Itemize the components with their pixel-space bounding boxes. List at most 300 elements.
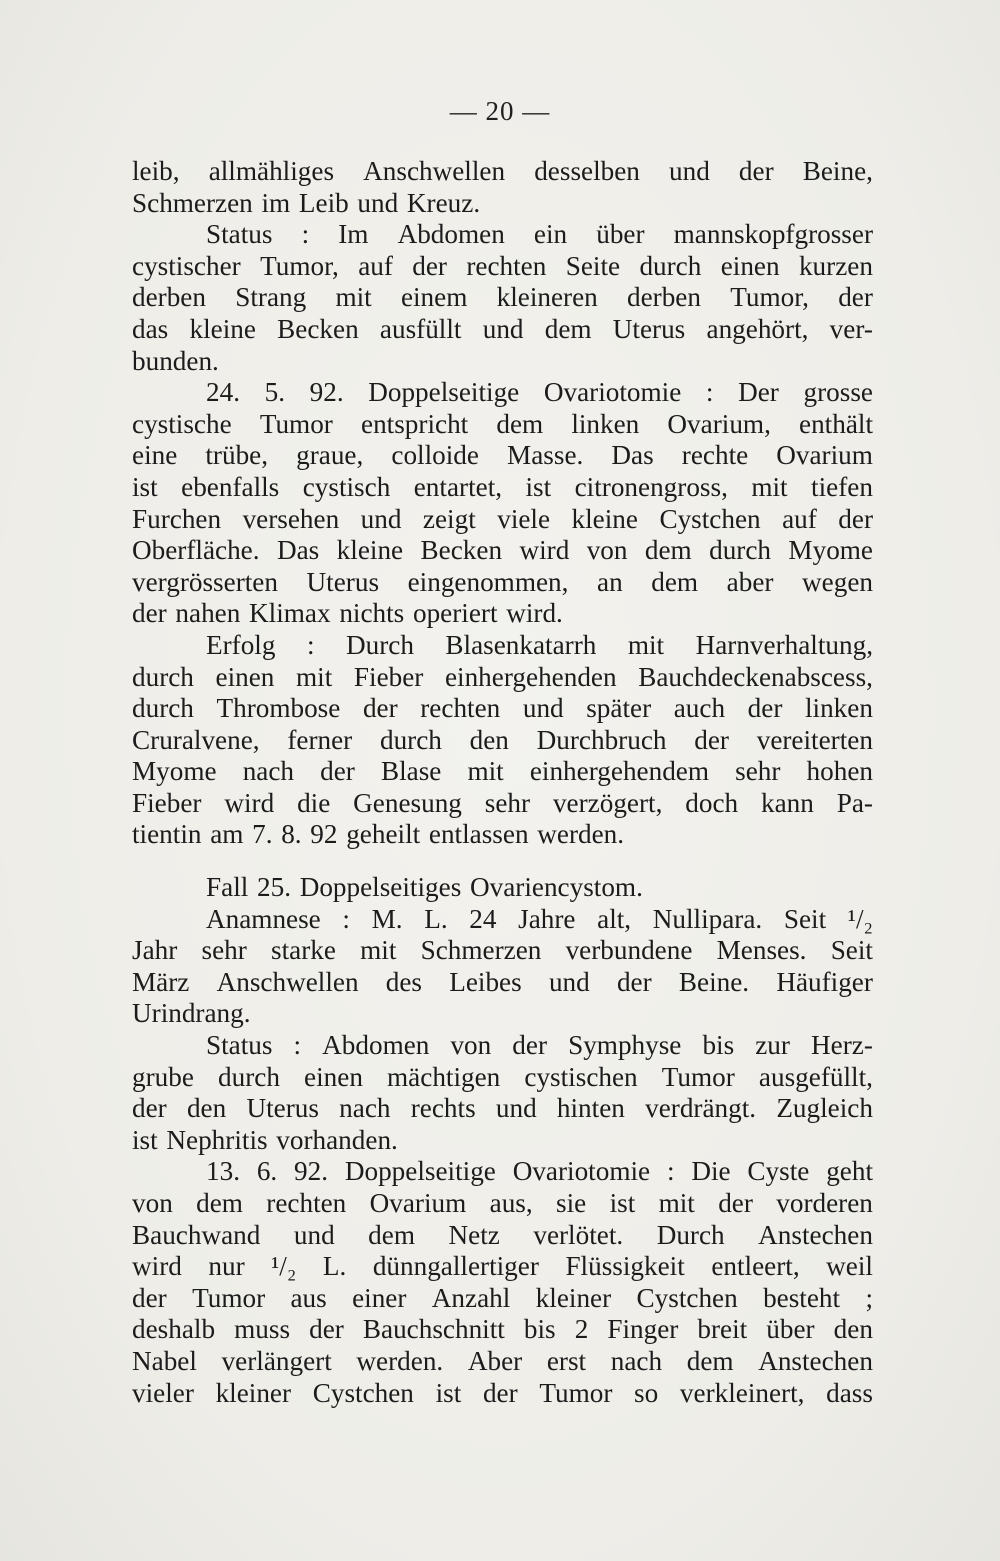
word: Furchen [132, 503, 222, 534]
word: Menses. [716, 935, 807, 966]
word: auf [782, 503, 817, 534]
word: über [766, 1314, 815, 1345]
word: der [309, 1314, 344, 1345]
word: ist [435, 1377, 462, 1408]
word: Cystchen [636, 1282, 738, 1313]
word: deshalb [132, 1314, 216, 1345]
word: angehört, [706, 313, 809, 344]
word: entlassen [428, 819, 529, 850]
word: ver- [829, 313, 873, 344]
text-line [132, 440, 873, 472]
word: grosse [803, 377, 873, 408]
word: Doppelseitiges [299, 872, 462, 903]
word: einhergehenden [444, 661, 617, 692]
word: L. [424, 903, 448, 934]
word: kleiner [215, 1377, 292, 1408]
word: ist [132, 471, 158, 502]
word: Fall [206, 872, 249, 903]
word: Netz [448, 1219, 500, 1250]
text-line [132, 1283, 873, 1315]
word: auch [673, 693, 726, 724]
word: mit [360, 935, 397, 966]
text-line [132, 598, 873, 630]
text-line [132, 1030, 873, 1062]
word: citronengross, [574, 471, 728, 502]
word: der [132, 1093, 167, 1124]
word: dem [686, 1345, 734, 1376]
word: ; [865, 1282, 873, 1313]
text-line [132, 472, 873, 504]
word: der [412, 250, 447, 281]
text-line [132, 409, 873, 441]
word: graue, [296, 440, 364, 471]
text-line [132, 1156, 873, 1188]
text-line [132, 630, 873, 662]
word: von [132, 1188, 173, 1218]
word: so [634, 1377, 659, 1408]
word: Im [338, 219, 369, 250]
word: cystischen [524, 1061, 638, 1092]
word: das [132, 313, 169, 344]
word: werden. [356, 1345, 444, 1376]
word: geheilt [346, 819, 421, 850]
word: Anzahl [431, 1282, 511, 1313]
word: durch [132, 661, 194, 692]
word: wird [224, 787, 275, 818]
word: bis [523, 1314, 556, 1345]
text-line [132, 819, 873, 851]
word: der [132, 1282, 167, 1313]
word: ¹/₂ [271, 1251, 297, 1282]
word: linken [804, 693, 873, 724]
word: geht [826, 1156, 873, 1187]
word: rechten [266, 1188, 347, 1218]
word: Seit [783, 903, 827, 934]
word: Abdomen [322, 1030, 430, 1061]
word: Strang [235, 282, 307, 313]
word: mit [296, 661, 333, 692]
word: entspricht [361, 408, 469, 439]
word: Leibes [449, 966, 522, 997]
word: Anamnese [206, 903, 321, 934]
word: auf [358, 250, 393, 281]
word: Nabel [132, 1345, 197, 1376]
word: Bauchwand [132, 1219, 261, 1250]
word: kleine [336, 535, 404, 566]
word: der [616, 966, 652, 997]
text-line [132, 904, 873, 936]
word: kleiner [535, 1282, 612, 1313]
word: der [718, 1188, 753, 1218]
word: aber [726, 566, 774, 597]
word: Fieber [132, 787, 202, 818]
text-line [132, 1220, 873, 1252]
word: Anschwellen [216, 966, 359, 997]
word: der [747, 693, 783, 724]
word: dem [196, 1188, 243, 1218]
word: Nullipara. [652, 903, 763, 934]
word: Myome [132, 756, 217, 787]
word: wird. [506, 598, 563, 629]
word: nur [208, 1251, 245, 1282]
word: Seite [565, 250, 621, 281]
word: derben [132, 282, 206, 313]
word: Tumor [539, 1377, 613, 1408]
text-line [132, 282, 873, 314]
word: ausfüllt [379, 313, 462, 344]
word: L. [322, 1251, 347, 1282]
text-line [132, 251, 873, 283]
word: 5. [264, 377, 285, 408]
word: Uterus [246, 1093, 319, 1124]
word: Finger [607, 1314, 679, 1345]
text-line [132, 662, 873, 694]
word: einem [400, 282, 468, 313]
word: die [297, 787, 331, 818]
word: 25. [257, 872, 291, 903]
word: breit [697, 1314, 748, 1345]
word: Anstechen [758, 1345, 873, 1376]
word: an [597, 566, 623, 597]
text-line [132, 693, 873, 725]
word: des [385, 966, 423, 997]
word: Becken [277, 313, 359, 344]
word: Tumor [661, 1061, 735, 1092]
word: nach [242, 756, 295, 787]
word: vereiterten [756, 724, 873, 755]
word: Cystchen [312, 1377, 414, 1408]
text-line [132, 1346, 873, 1378]
word: grube [132, 1061, 194, 1092]
word: sehr [735, 756, 781, 787]
word: im [261, 187, 291, 218]
word: operiert [412, 598, 498, 629]
text-line [132, 535, 873, 567]
text-line [132, 1378, 873, 1410]
word: von [586, 535, 628, 566]
word: : [293, 1030, 302, 1061]
word: doch [685, 787, 739, 818]
word: und [522, 693, 564, 724]
text-line [132, 788, 873, 820]
word: trübe, [205, 440, 269, 471]
text-line [132, 1093, 873, 1125]
word: vorhanden. [276, 1124, 398, 1155]
word: mit [658, 1188, 695, 1218]
page-number: — 20 — [449, 96, 551, 126]
word: ferner [287, 724, 353, 755]
word: Pa- [836, 787, 873, 818]
word: Aber [467, 1345, 523, 1376]
word: Doppelseitige [344, 1156, 496, 1187]
word: 2 [574, 1314, 589, 1345]
word: Cyste [747, 1156, 810, 1187]
word: tientin [132, 819, 202, 850]
word: tiefen [811, 471, 873, 502]
word: 92 [310, 819, 338, 850]
word: Cruralvene, [132, 724, 260, 755]
word: kleineren [496, 282, 598, 313]
word: allmähliges [208, 156, 335, 186]
word: aus [290, 1282, 327, 1313]
word: der [132, 598, 167, 629]
word: Das [611, 440, 654, 471]
text-line [132, 567, 873, 599]
text-line [132, 346, 873, 378]
word: einen [720, 250, 780, 281]
word: rechte [681, 440, 749, 471]
word: der [738, 156, 774, 186]
word: der [838, 282, 873, 313]
word: der [482, 1377, 518, 1408]
word: zur [755, 1030, 790, 1061]
word: aus, [489, 1188, 533, 1218]
word: sie [556, 1188, 587, 1218]
word: bunden. [132, 345, 219, 376]
word: Urindrang. [132, 998, 251, 1029]
word: Leib [298, 187, 349, 218]
word: durch [379, 724, 442, 755]
word: : [342, 903, 350, 934]
word: 13. [206, 1156, 240, 1187]
word: nichts [339, 598, 405, 629]
word: 92. [309, 377, 344, 408]
word: verbundene [565, 935, 693, 966]
word: der [320, 756, 355, 787]
word: und [360, 503, 402, 534]
word: Blase [380, 756, 442, 787]
word: Status [206, 219, 273, 250]
word: durch [709, 535, 772, 566]
word: Der [738, 377, 779, 408]
body-text [132, 156, 873, 1409]
word: : [705, 377, 714, 408]
word: ist [525, 471, 552, 502]
word: dem [544, 313, 592, 344]
word: durch [639, 250, 702, 281]
word: wegen [802, 566, 873, 597]
word: Uterus [306, 566, 380, 597]
word: Doppelseitige [368, 377, 520, 408]
word: Anstechen [758, 1219, 873, 1250]
word: verkleinert, [679, 1377, 805, 1408]
word: Nephritis [166, 1124, 268, 1155]
word: cystischer [132, 250, 241, 281]
word: verdrängt. [645, 1093, 757, 1124]
word: Seit [830, 935, 873, 966]
text-line [132, 725, 873, 757]
word: versehen [242, 503, 340, 534]
word: und [482, 313, 524, 344]
text-line [132, 967, 873, 999]
word: einen [304, 1061, 363, 1092]
word: Symphyse [568, 1030, 682, 1061]
word: mit [627, 629, 665, 660]
word: Tumor [259, 408, 333, 439]
word: Ovariotomie [543, 377, 682, 408]
word: hohen [806, 756, 873, 787]
word: über [596, 219, 645, 250]
word: Klimax [249, 598, 331, 629]
word: 92. [294, 1156, 329, 1187]
word: Zugleich [776, 1093, 873, 1124]
word: Thrombose [216, 693, 341, 724]
word: wird [132, 1251, 182, 1282]
word: Abdomen [397, 219, 505, 250]
word: verlötet. [533, 1219, 624, 1250]
word: dem [651, 566, 699, 597]
word: einen [215, 661, 275, 692]
text-line [132, 1188, 873, 1220]
word: Jahre [518, 903, 576, 934]
word: nahen [175, 598, 241, 629]
word: Myome [788, 535, 873, 566]
word: dem [368, 1219, 415, 1250]
word: der [512, 1030, 548, 1061]
text-line [132, 219, 873, 251]
word: ausgefüllt, [758, 1061, 873, 1092]
word: vorderen [776, 1188, 873, 1218]
word: eingenommen, [407, 566, 569, 597]
word: eine [132, 440, 178, 471]
text-line [132, 872, 873, 904]
word: nach [339, 1093, 391, 1124]
word: weil [826, 1251, 873, 1282]
word: bis [702, 1030, 735, 1061]
word: kurzen [798, 250, 873, 281]
word: entartet, [413, 471, 503, 502]
word: kleine [571, 503, 638, 534]
word: Harnverhaltung, [695, 629, 873, 660]
word: Kreuz. [406, 187, 481, 218]
word: werden. [537, 819, 625, 850]
word: Anschwellen [363, 156, 506, 186]
word: und [548, 966, 590, 997]
word: einer [352, 1282, 407, 1313]
word: Ovarium [369, 1188, 467, 1218]
word: durch [218, 1061, 280, 1092]
word: Erfolg [206, 629, 276, 660]
word: mannskopfgrosser [673, 219, 873, 250]
word: Tumor, [260, 250, 339, 281]
word: Das [276, 535, 320, 566]
word: derben [627, 282, 701, 313]
word: Cystchen [659, 503, 761, 534]
word: kann [761, 787, 814, 818]
word: M. [371, 903, 403, 934]
word: mächtigen [387, 1061, 501, 1092]
word: mit [751, 471, 788, 502]
word: : [301, 219, 310, 250]
word: 24. [206, 377, 240, 408]
word: ist [609, 1188, 636, 1218]
word: vieler [132, 1377, 194, 1408]
word: Blasenkatarrh [445, 629, 597, 660]
word: Bauchschnitt [362, 1314, 505, 1345]
word: rechts [410, 1093, 476, 1124]
word: vergrösserten [132, 566, 278, 597]
word: Durch [345, 629, 414, 660]
word: besteht [763, 1282, 841, 1313]
word: Flüssigkeit [565, 1251, 685, 1282]
word: alt, [597, 903, 632, 934]
text-line [132, 1062, 873, 1094]
word: 8. [281, 819, 302, 850]
word: desselben [534, 156, 640, 186]
word: Status [206, 1030, 273, 1061]
word: und [293, 1219, 335, 1250]
word: am [210, 819, 244, 850]
word: dem [644, 535, 692, 566]
word: nach [610, 1345, 663, 1376]
word: zeigt [422, 503, 476, 534]
word: den [833, 1314, 873, 1345]
word: kleine [189, 313, 256, 344]
word: und [495, 1093, 537, 1124]
word: und [357, 187, 399, 218]
word: mit [335, 282, 372, 313]
word: rechten [420, 693, 501, 724]
word: Tumor, [730, 282, 809, 313]
text-line [132, 156, 873, 188]
word: entleert, [711, 1251, 800, 1282]
word: der [362, 693, 398, 724]
word: Becken [420, 535, 503, 566]
text-line [132, 377, 873, 409]
text-line [132, 1314, 873, 1346]
word: Schmerzen [132, 187, 253, 218]
word: colloide [391, 440, 479, 471]
word: Durchbruch [536, 724, 667, 755]
word: Genesung [353, 787, 462, 818]
word: der [694, 724, 729, 755]
text-line [132, 188, 873, 220]
word: sehr [484, 787, 531, 818]
word: von [450, 1030, 492, 1061]
word: Herz- [811, 1030, 873, 1061]
word: Durch [656, 1219, 725, 1250]
word: mit [467, 756, 504, 787]
word: hinten [556, 1093, 625, 1124]
word: viele [497, 503, 551, 534]
word: dem [496, 408, 544, 439]
word: dünngallertiger [372, 1251, 539, 1282]
word: verzögert, [552, 787, 663, 818]
word: Beine. [678, 966, 750, 997]
word: später [586, 693, 652, 724]
word: 24 [469, 903, 497, 934]
word: sehr [201, 935, 247, 966]
word: Die [691, 1156, 731, 1187]
word: enthält [799, 408, 873, 439]
word: 6. [256, 1156, 278, 1187]
text-line [132, 998, 873, 1030]
word: Oberfläche. [132, 535, 260, 566]
word: ebenfalls [181, 471, 280, 502]
word: Ovariotomie [512, 1156, 651, 1187]
word: Ovariencystom. [469, 872, 643, 903]
word: einhergehendem [529, 756, 710, 787]
word: Schmerzen [420, 935, 542, 966]
text-line [132, 1251, 873, 1283]
word: linken [571, 408, 640, 439]
word: starke [271, 935, 336, 966]
word: März [132, 966, 190, 997]
word: Häufiger [776, 966, 873, 997]
text-line [132, 935, 873, 967]
word: Beine, [802, 156, 873, 186]
word: cystisch [302, 471, 391, 502]
